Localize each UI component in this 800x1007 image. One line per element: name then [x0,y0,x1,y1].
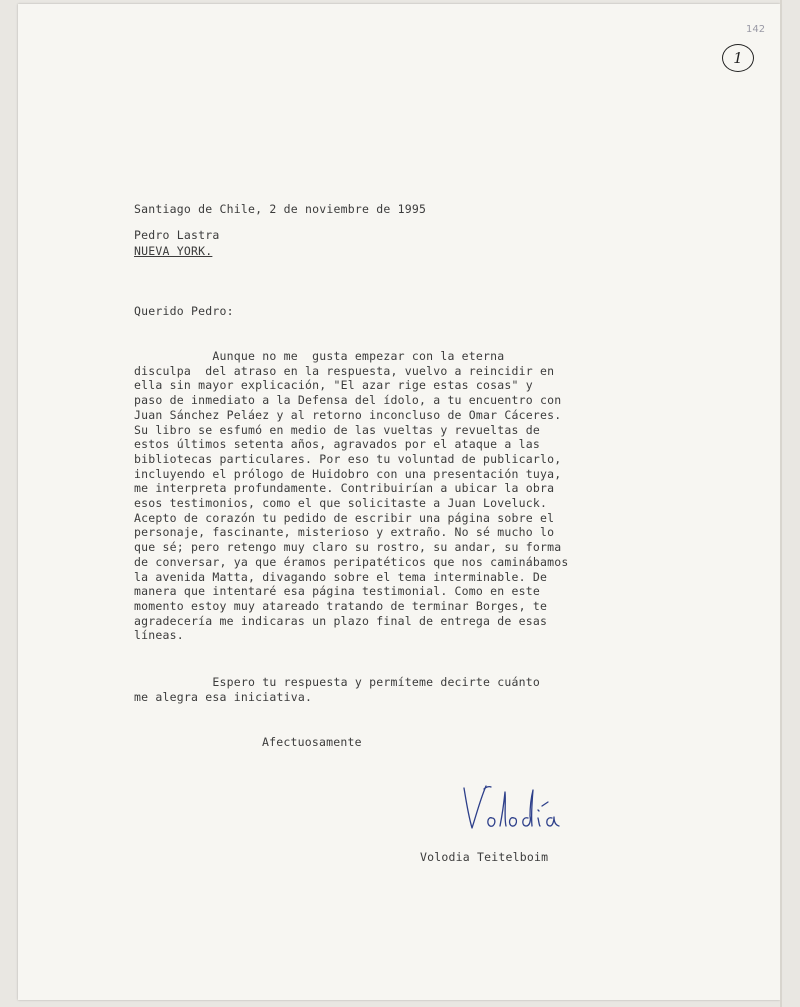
scan-edge [780,0,782,1007]
body-line: manera que intentaré esa página testimonial. Como en este [134,584,541,599]
body-line: bibliotecas particulares. Por eso tu voluntad de publicarlo, [134,451,562,466]
body-line: personaje, fascinante, misterioso y extraño. No sé mucho lo [134,525,555,540]
signature-typed-name: Volodia Teitelboim [420,850,549,864]
closing-paragraph [134,675,540,705]
salutation: Querido Pedro: [134,304,234,318]
body-line: agradecería me indicaras un plazo final de entrega de esas [134,613,548,628]
recipient-city: NUEVA YORK. [134,244,213,258]
closing-line: Espero tu respuesta y permíteme decirte cuánto [134,675,541,689]
recipient-name: Pedro Lastra [134,228,220,242]
body-line: que sé; pero retengo muy claro su rostro, su andar, su forma [134,540,562,555]
body-line: incluyendo el prólogo de Huidobro con una presentación tuya, [134,466,562,481]
body-line: líneas. [134,628,184,643]
closing-line: me alegra esa iniciativa. [134,690,313,704]
body-line: de conversar, ya que éramos peripatéticos que nos caminábamos [134,554,569,569]
body-line: disculpa del atraso en la respuesta, vuelvo a reincidir en [134,363,555,378]
body-line: estos últimos setenta años, agravados por el ataque a las [134,437,541,452]
body-line: la avenida Matta, divagando sobre el tema interminable. De [134,569,548,584]
body-line: Aunque no me gusta empezar con la eterna [134,349,505,363]
body-line: Juan Sánchez Peláez y al retorno inconcluso de Omar Cáceres. [134,407,562,422]
body-line: me interpreta profundamente. Contribuirían a ubicar la obra [134,481,555,496]
body-line: Acepto de corazón tu pedido de escribir una página sobre el [134,510,555,525]
body-line: Su libro se esfumó en medio de las vueltas y revueltas de [134,422,541,437]
body-line: paso de inmediato a la Defensa del ídolo, a tu encuentro con [134,393,562,408]
date-line: Santiago de Chile, 2 de noviembre de 1995 [134,202,427,216]
signature-drawing [458,780,578,840]
body-line: momento estoy muy atareado tratando de terminar Borges, te [134,598,548,613]
letter-body [134,349,569,643]
body-line: ella sin mayor explicación, "El azar rige estas cosas" y [134,378,533,393]
page-number-circled: 1 [722,44,754,72]
farewell: Afectuosamente [262,735,362,749]
handwritten-signature [458,780,578,840]
archive-mark: 142 [746,24,766,35]
body-line: esos testimonios, como el que solicitaste a Juan Loveluck. [134,496,548,511]
